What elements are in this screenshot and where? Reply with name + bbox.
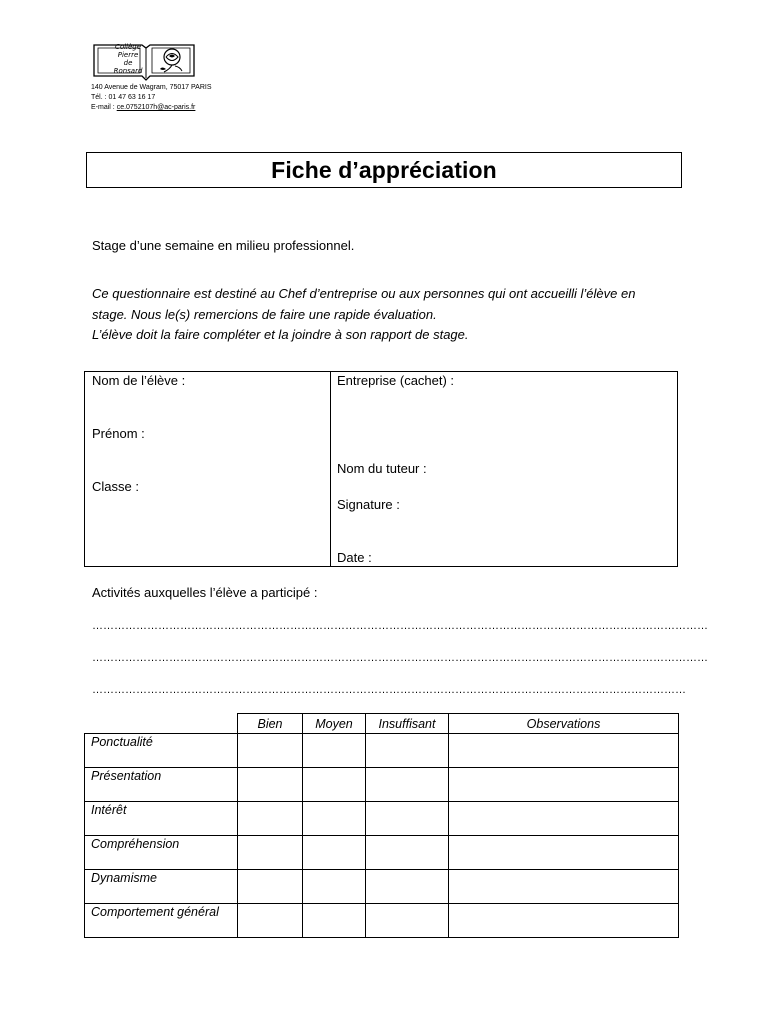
criterion-label: Compréhension — [85, 836, 238, 870]
logo-line: Collège — [114, 43, 142, 51]
bien-cell[interactable] — [238, 768, 303, 802]
bien-cell[interactable] — [238, 836, 303, 870]
criterion-label: Présentation — [85, 768, 238, 802]
logo-line: Pierre — [117, 51, 139, 59]
column-header-bien: Bien — [238, 714, 303, 734]
column-header-observations: Observations — [449, 714, 679, 734]
logo-line: Ronsard — [113, 67, 143, 75]
activities-label: Activités auxquelles l’élève a participé : — [92, 585, 318, 600]
moyen-cell[interactable] — [303, 904, 366, 938]
bien-cell[interactable] — [238, 870, 303, 904]
bien-cell[interactable] — [238, 802, 303, 836]
intro-instructions — [92, 284, 692, 346]
criterion-label: Intérêt — [85, 802, 238, 836]
intro-subtitle: Stage d’une semaine en milieu professionnel. — [92, 238, 355, 253]
moyen-cell[interactable] — [303, 768, 366, 802]
criterion-label: Ponctualité — [85, 734, 238, 768]
instruction-line: stage. Nous le(s) remercions de faire une rapide évaluation. — [92, 306, 437, 322]
activities-line[interactable]: ……………………………………………………………………………………………………………………………………………… — [92, 684, 686, 696]
email-link[interactable]: ce.0752107h@ac-paris.fr — [116, 104, 196, 111]
logo-text — [102, 43, 154, 75]
table-row — [85, 802, 679, 836]
first-name-field[interactable]: Prénom : — [92, 426, 145, 441]
tutor-name-field[interactable]: Nom du tuteur : — [337, 461, 427, 476]
moyen-cell[interactable] — [303, 734, 366, 768]
column-header-moyen: Moyen — [303, 714, 366, 734]
moyen-cell[interactable] — [303, 870, 366, 904]
school-address: 140 Avenue de Wagram, 75017 PARIS — [91, 84, 212, 91]
school-contact — [91, 83, 212, 113]
table-row — [85, 734, 679, 768]
table-row — [85, 768, 679, 802]
activities-line[interactable]: …………………………………………………………………………………………………………………………………………………… — [92, 652, 708, 664]
bien-cell[interactable] — [238, 734, 303, 768]
email-label: E-mail : — [91, 104, 115, 111]
observations-cell[interactable] — [449, 870, 679, 904]
signature-field[interactable]: Signature : — [337, 497, 400, 512]
school-logo — [90, 42, 198, 82]
table-row — [85, 904, 679, 938]
class-field[interactable]: Classe : — [92, 479, 139, 494]
company-stamp-field[interactable]: Entreprise (cachet) : — [337, 373, 455, 388]
evaluation-header-row — [85, 714, 679, 734]
observations-cell[interactable] — [449, 734, 679, 768]
title-box — [86, 152, 682, 188]
observations-cell[interactable] — [449, 904, 679, 938]
observations-cell[interactable] — [449, 768, 679, 802]
info-table — [84, 371, 678, 567]
evaluation-table — [84, 713, 679, 938]
insuffisant-cell[interactable] — [366, 870, 449, 904]
column-header-insuffisant: Insuffisant — [366, 714, 449, 734]
school-email-row — [91, 103, 212, 113]
moyen-cell[interactable] — [303, 802, 366, 836]
instruction-line: Ce questionnaire est destiné au Chef d’entreprise ou aux personnes qui ont accueilli l’élève en — [92, 286, 636, 301]
school-phone: Tél. : 01 47 63 16 17 — [91, 94, 156, 101]
moyen-cell[interactable] — [303, 836, 366, 870]
insuffisant-cell[interactable] — [366, 768, 449, 802]
activities-line[interactable]: …………………………………………………………………………………………………………………………………………………… — [92, 620, 708, 632]
insuffisant-cell[interactable] — [366, 734, 449, 768]
criterion-label: Dynamisme — [85, 870, 238, 904]
page-title: Fiche d’appréciation — [271, 156, 497, 183]
criterion-label: Comportement général — [85, 904, 238, 938]
observations-cell[interactable] — [449, 836, 679, 870]
insuffisant-cell[interactable] — [366, 802, 449, 836]
info-divider — [330, 372, 331, 566]
date-field[interactable]: Date : — [337, 550, 372, 565]
insuffisant-cell[interactable] — [366, 904, 449, 938]
student-name-field[interactable]: Nom de l’élève : — [92, 373, 186, 388]
observations-cell[interactable] — [449, 802, 679, 836]
table-row — [85, 836, 679, 870]
header-blank-cell — [85, 714, 238, 734]
bien-cell[interactable] — [238, 904, 303, 938]
table-row — [85, 870, 679, 904]
instruction-line: L’élève doit la faire compléter et la joindre à son rapport de stage. — [92, 327, 469, 342]
logo-line: de — [123, 59, 133, 67]
insuffisant-cell[interactable] — [366, 836, 449, 870]
